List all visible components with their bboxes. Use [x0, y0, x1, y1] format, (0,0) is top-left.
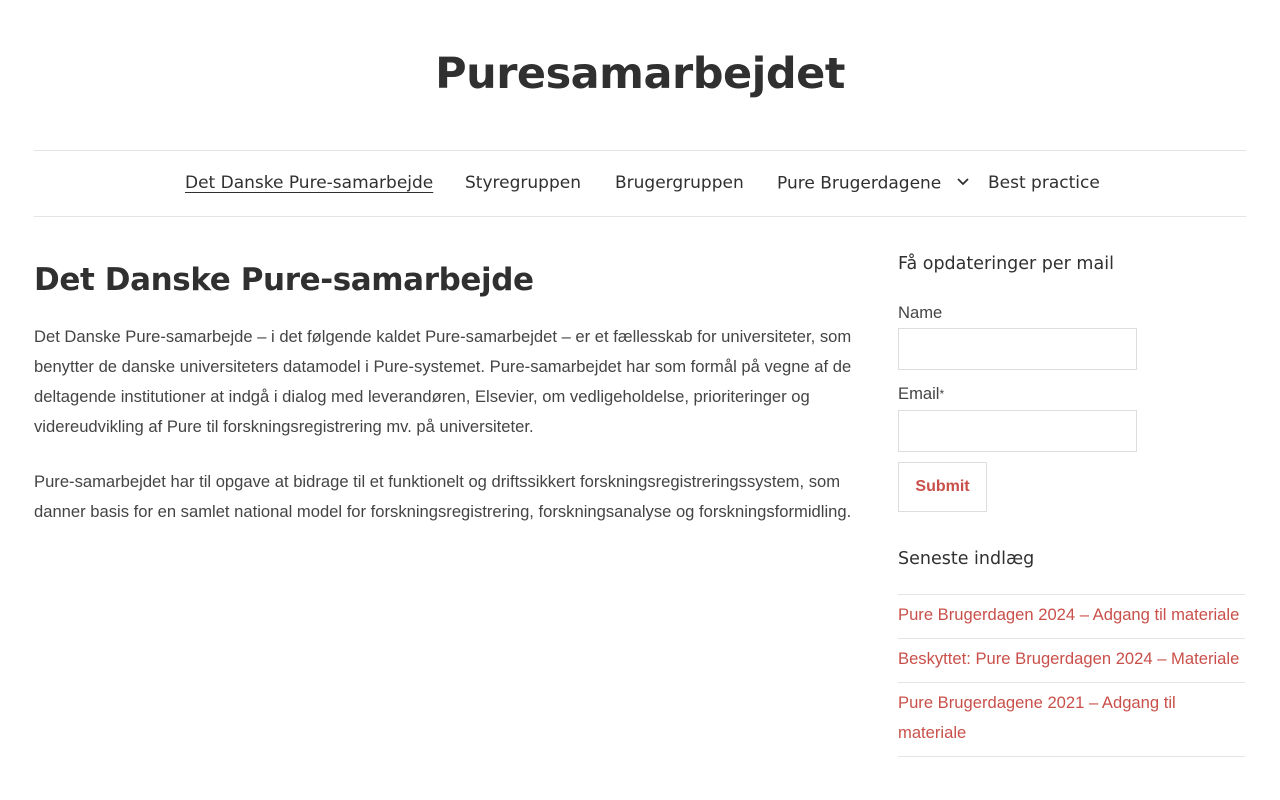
site-title[interactable]: Puresamarbejdet: [435, 49, 845, 99]
nav-item-det-danske-pure-samarbejde[interactable]: [185, 151, 433, 216]
list-item: [898, 639, 1245, 683]
nav-item-styregruppen[interactable]: [465, 151, 581, 216]
purpose-paragraph: Pure-samarbejdet har til opgave at bidrage til et funktionelt og driftssikkert forskningsregistreringssystem, som danner basis for en samlet national model for forskningsregistrering, forskningsanalyse og forskningsformidling.: [34, 472, 852, 521]
recent-posts-title: Seneste indlæg: [898, 549, 1035, 569]
intro-paragraph: Det Danske Pure-samarbejde – i det følgende kaldet Pure-samarbejdet – er et fællesskab for universiteter, som benytter de danske universiteters datamodel i Pure-systemet. Pure-samarbejdet har som formål på vegne af de deltagende institutioner at indgå i dialog med leverandøren, Elsevier, om vedligeholdelse, prioriteringer og videreudvikling af Pure til forskningsregistrering mv. på universiteter.: [34, 327, 852, 436]
nav-item-label: Best practice: [988, 173, 1100, 193]
name-label: Name: [898, 303, 943, 322]
subscribe-widget-title: Få opdateringer per mail: [898, 254, 1114, 274]
email-input[interactable]: [898, 410, 1137, 452]
nav-item-label: Pure Brugerdagene: [777, 173, 942, 194]
chevron-down-icon[interactable]: [957, 149, 969, 214]
recent-post-link[interactable]: Pure Brugerdagene 2021 – Adgang til materiale: [898, 693, 1176, 742]
nav-item-pure-brugerdagene[interactable]: [777, 151, 969, 216]
nav-item-label: Brugergruppen: [615, 173, 744, 193]
nav-item-brugergruppen[interactable]: [615, 151, 744, 216]
recent-posts-list: [898, 594, 1245, 757]
main-navigation: [34, 150, 1246, 217]
list-item: [898, 683, 1245, 757]
email-label: Email: [898, 384, 940, 403]
nav-item-label: Styregruppen: [465, 173, 581, 193]
recent-post-link[interactable]: Beskyttet: Pure Brugerdagen 2024 – Materiale: [898, 649, 1240, 668]
required-marker: *: [939, 387, 945, 401]
nav-item-label: Det Danske Pure-samarbejde: [185, 173, 434, 193]
recent-post-link[interactable]: Pure Brugerdagen 2024 – Adgang til materiale: [898, 605, 1240, 624]
page-title: Det Danske Pure-samarbejde: [34, 262, 534, 298]
nav-item-best-practice[interactable]: [988, 151, 1100, 216]
name-input[interactable]: [898, 328, 1137, 370]
list-item: [898, 595, 1245, 639]
email-label-wrapper: [898, 382, 944, 406]
submit-button[interactable]: Submit: [898, 462, 987, 512]
